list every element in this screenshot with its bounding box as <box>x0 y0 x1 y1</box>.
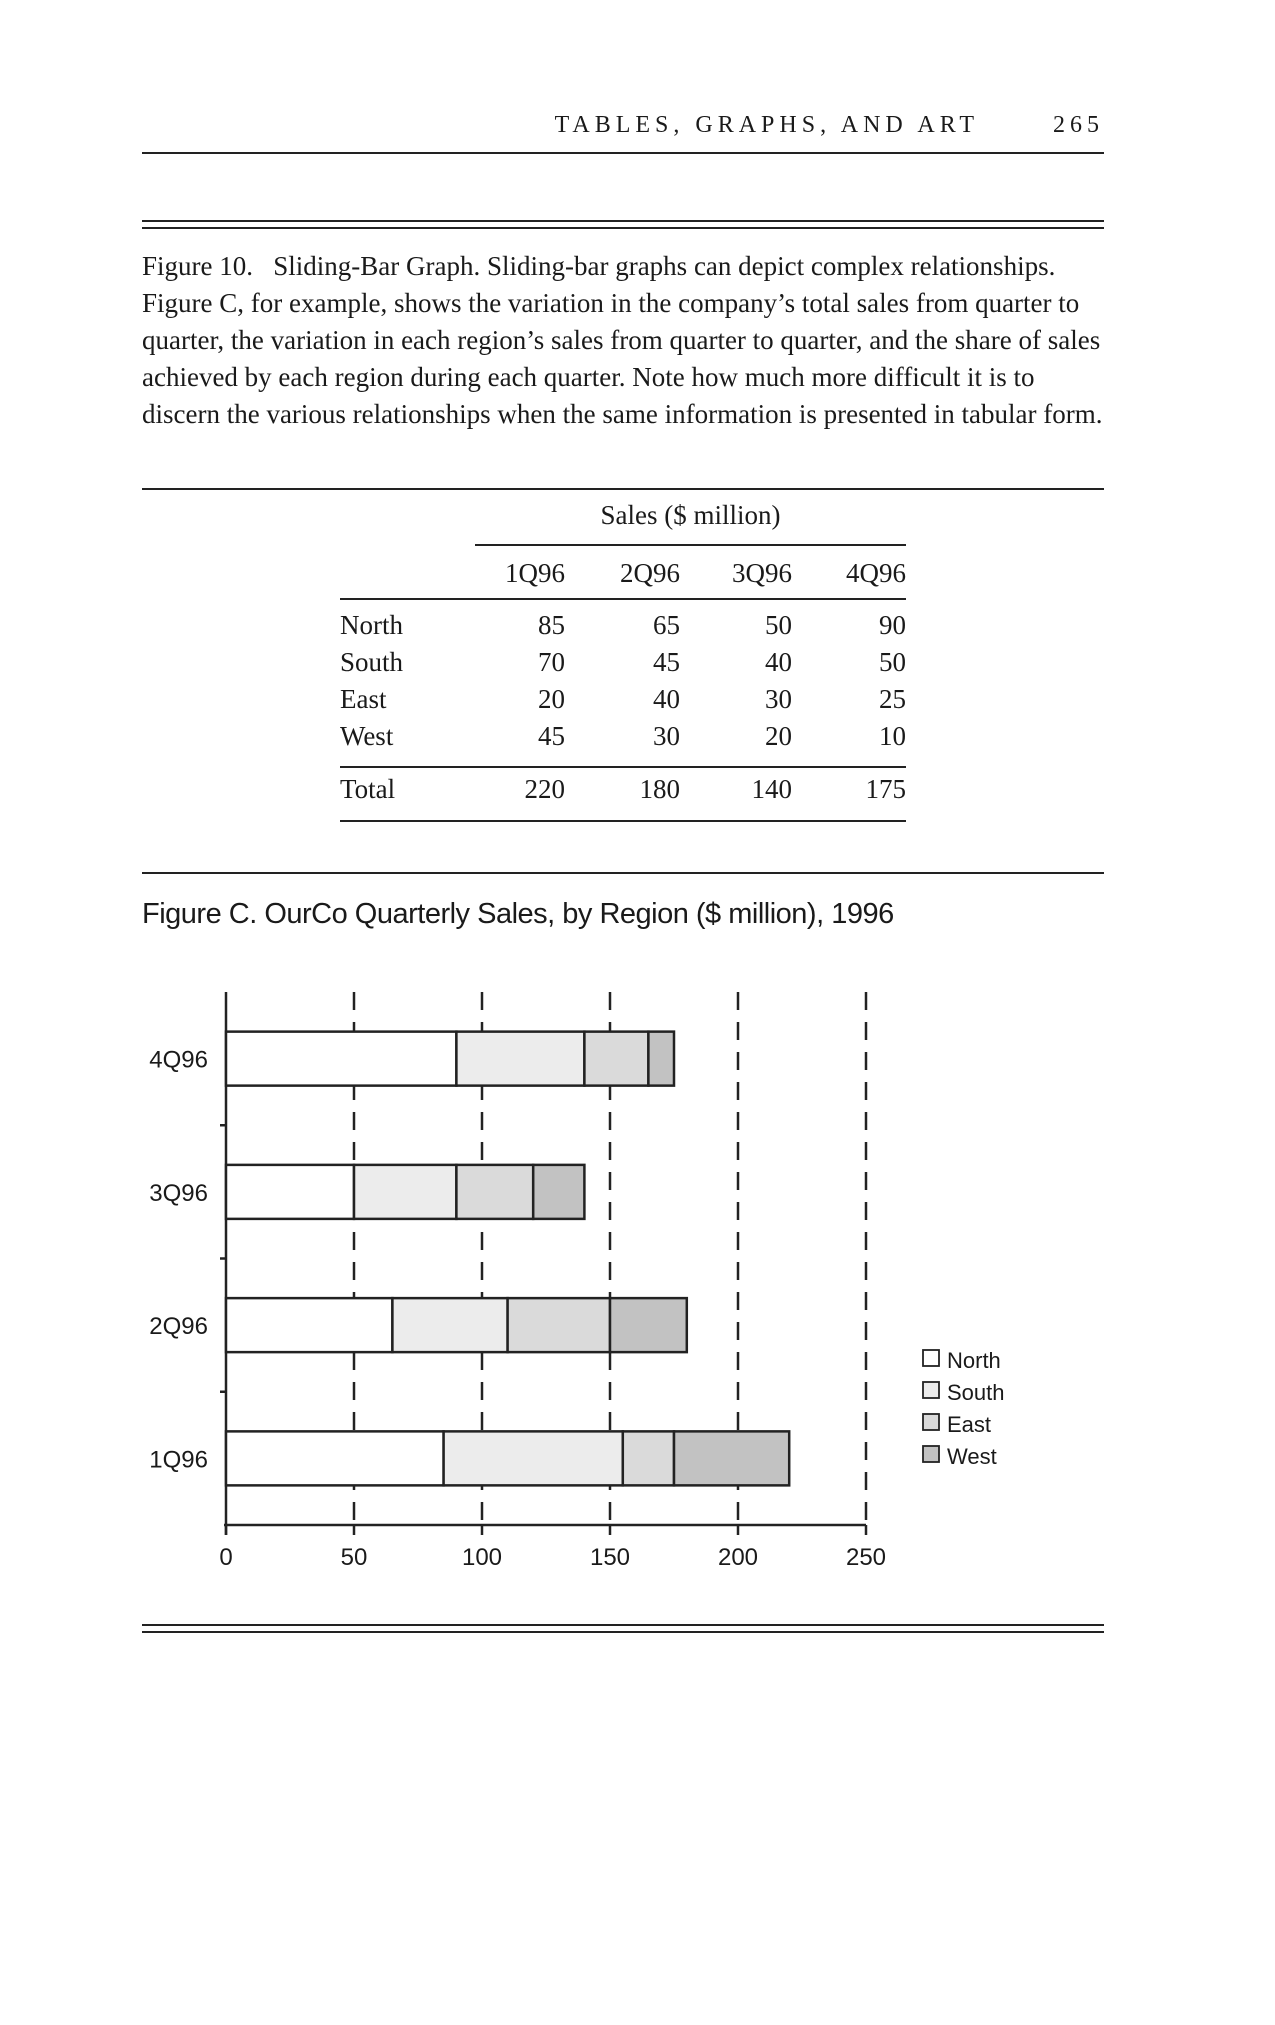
table-title: Sales ($ million) <box>600 500 781 530</box>
bar-segment-east <box>508 1298 610 1352</box>
column-header-4q96: 4Q96 <box>846 558 906 588</box>
table-cell: 10 <box>879 721 906 751</box>
bar-segment-east <box>623 1431 674 1485</box>
table-cell: 20 <box>538 684 565 714</box>
x-tick-label: 250 <box>845 1544 887 1571</box>
legend-swatch-south <box>923 1382 939 1398</box>
table-cell: 85 <box>538 610 565 640</box>
x-tick-label: 150 <box>589 1544 631 1571</box>
table-cell: 220 <box>524 774 565 804</box>
bar-segment-north <box>226 1431 444 1485</box>
x-tick-label: 100 <box>461 1544 503 1571</box>
table-cell: 30 <box>653 721 680 751</box>
table-cell: 30 <box>765 684 792 714</box>
bar-segment-south <box>392 1298 507 1352</box>
bar-segment-east <box>456 1165 533 1219</box>
chart-title: Figure C. OurCo Quarterly Sales, by Region ($ million), 1996 <box>142 898 894 930</box>
table-cell: 45 <box>653 647 680 677</box>
bar-segment-west <box>674 1431 789 1485</box>
category-label: 2Q96 <box>149 1313 208 1341</box>
legend-label: North <box>947 1348 1001 1373</box>
legend-label: South <box>947 1380 1005 1405</box>
table-cell: 40 <box>765 647 792 677</box>
table-cell: 70 <box>538 647 565 677</box>
row-label: East <box>340 684 387 714</box>
bar-segment-west <box>533 1165 584 1219</box>
column-header-3q96: 3Q96 <box>732 558 792 588</box>
legend-swatch-east <box>923 1414 939 1430</box>
table-cell: 20 <box>765 721 792 751</box>
table-cell: 180 <box>639 774 680 804</box>
column-header-1q96: 1Q96 <box>505 558 565 588</box>
table-cell: 175 <box>865 774 906 804</box>
table-cell: 65 <box>653 610 680 640</box>
caption-text: Sliding-Bar Graph. Sliding-bar graphs can depict complex relationships. Figure C, for example, shows the variation in the company’s total sales from quarter to quarter, the variation in each region’s sales from quarter to quarter, and the share of sales achieved by each region during each quarter. Note how much more difficult it is to discern the various relationships when the same information is presented in tabular form. <box>142 251 1103 429</box>
table-cell: 90 <box>879 610 906 640</box>
column-header-2q96: 2Q96 <box>620 558 680 588</box>
bar-segment-north <box>226 1165 354 1219</box>
bar-segment-north <box>226 1298 392 1352</box>
legend-label: West <box>947 1444 997 1469</box>
bar-segment-east <box>584 1032 648 1086</box>
table-cell: 45 <box>538 721 565 751</box>
row-label: West <box>340 721 394 751</box>
bar-segment-south <box>354 1165 456 1219</box>
figure-bottom-double-rule-1 <box>142 1624 1104 1626</box>
legend-swatch-west <box>923 1446 939 1462</box>
x-tick-label: 50 <box>340 1544 368 1571</box>
running-title: TABLES, GRAPHS, AND ART <box>554 112 979 138</box>
legend-swatch-north <box>923 1350 939 1366</box>
bar-segment-south <box>444 1431 623 1485</box>
bar-segment-west <box>610 1298 687 1352</box>
page-number: 265 <box>1053 112 1104 138</box>
table-cell: 50 <box>879 647 906 677</box>
caption-label: Figure 10. <box>142 251 253 281</box>
figure-bottom-double-rule-2 <box>142 1631 1104 1633</box>
legend-label: East <box>947 1412 992 1437</box>
table-cell: 40 <box>653 684 680 714</box>
category-label: 1Q96 <box>149 1446 208 1474</box>
category-label: 4Q96 <box>149 1046 208 1074</box>
category-label: 3Q96 <box>149 1179 208 1207</box>
row-label: Total <box>340 774 396 804</box>
bar-segment-south <box>456 1032 584 1086</box>
bar-segment-north <box>226 1032 456 1086</box>
bar-segment-west <box>648 1032 674 1086</box>
table-cell: 50 <box>765 610 792 640</box>
table-cell: 25 <box>879 684 906 714</box>
table-cell: 140 <box>751 774 792 804</box>
row-label: South <box>340 647 404 677</box>
row-label: North <box>340 610 403 640</box>
x-tick-label: 200 <box>717 1544 759 1571</box>
x-tick-label: 0 <box>219 1544 233 1571</box>
